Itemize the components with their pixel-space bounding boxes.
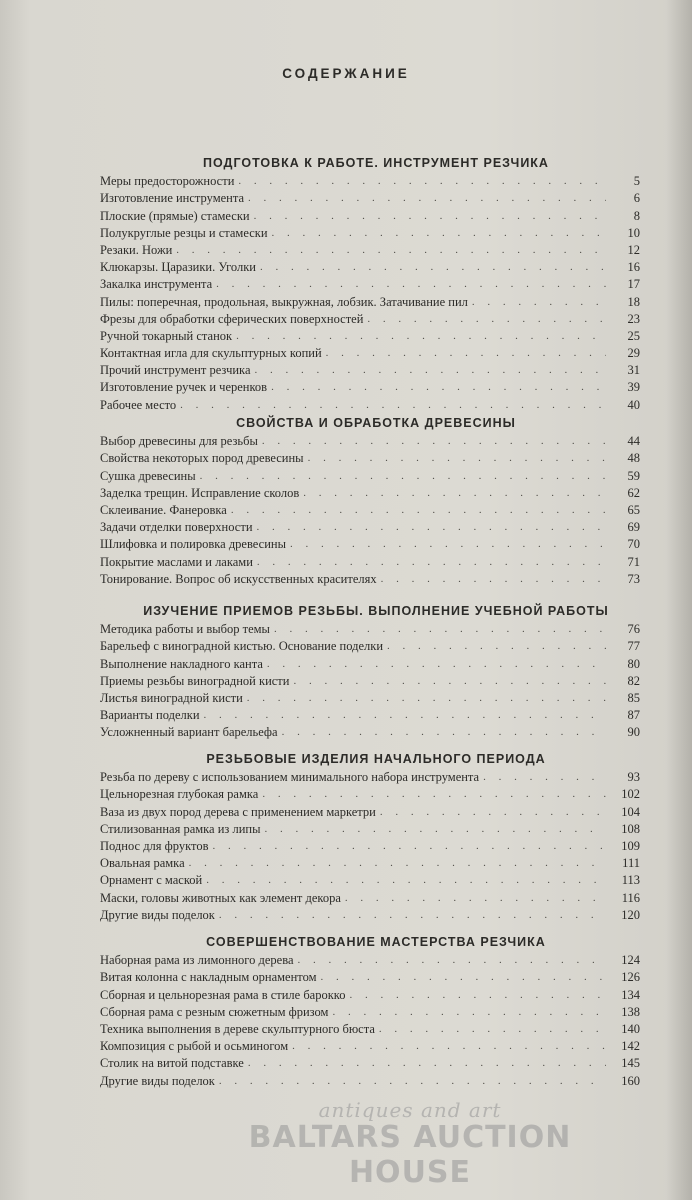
entry-page-number: 16 <box>627 260 640 275</box>
entry-title: Маски, головы животных как элемент декора <box>100 890 341 905</box>
entry-title: Изготовление ручек и черенков <box>100 380 268 395</box>
toc-entry <box>100 951 640 968</box>
dot-leader <box>290 537 606 552</box>
dot-leader <box>379 1022 606 1037</box>
entry-page-number: 12 <box>627 242 640 257</box>
entry-page-number: 87 <box>627 708 640 723</box>
entry-title: Меры предосторожности <box>100 174 235 189</box>
entry-title: Изготовление инструмента <box>100 191 245 206</box>
dot-leader <box>219 1074 606 1089</box>
toc-entry <box>100 968 640 985</box>
dot-leader <box>326 346 606 361</box>
toc-entry <box>100 361 640 378</box>
toc-entry <box>100 1071 640 1088</box>
toc-entry <box>100 906 640 923</box>
entry-page-number: 29 <box>627 346 640 361</box>
entry-title: Варианты поделки <box>100 708 200 723</box>
entry-title: Свойства некоторых пород древесины <box>100 451 304 466</box>
entry-page-number: 39 <box>627 380 640 395</box>
entry-page-number: 76 <box>627 622 640 637</box>
toc-entry <box>100 518 640 535</box>
section-title: СОВЕРШЕНСТВОВАНИЕ МАСТЕРСТВА РЕЗЧИКА <box>206 935 546 949</box>
toc-entry <box>100 310 640 327</box>
toc-entry <box>100 820 640 837</box>
entry-title: Усложненный вариант барельефа <box>100 725 278 740</box>
entry-title: Резьба по дереву с использованием минимального набора инструмента <box>100 770 480 785</box>
dot-leader <box>262 434 606 449</box>
entry-page-number: 31 <box>627 363 640 378</box>
entry-page-number: 71 <box>627 554 640 569</box>
toc-entry <box>100 888 640 905</box>
entry-page-number: 23 <box>627 311 640 326</box>
entry-page-number: 113 <box>621 873 640 888</box>
toc-entry <box>100 172 640 189</box>
dot-leader <box>255 363 607 378</box>
entry-title: Фрезы для обработки сферических поверхностей <box>100 311 364 326</box>
entry-title: Ваза из двух пород дерева с применением маркетри <box>100 804 376 819</box>
dot-leader <box>271 380 606 395</box>
dot-leader <box>282 725 606 740</box>
toc-entry <box>100 837 640 854</box>
entry-title: Столик на витой подставке <box>100 1056 244 1071</box>
dot-leader <box>212 839 606 854</box>
entry-title: Овальная рамка <box>100 856 185 871</box>
dot-leader <box>200 469 606 484</box>
entry-page-number: 116 <box>621 890 640 905</box>
dot-leader <box>204 708 606 723</box>
toc-entry <box>100 501 640 518</box>
entry-page-number: 85 <box>627 690 640 705</box>
section-entries <box>100 951 640 1089</box>
section-entries <box>100 768 640 923</box>
watermark-brand: BALTARS AUCTION HOUSE <box>248 1120 572 1190</box>
toc-entry <box>100 689 640 706</box>
dot-leader <box>472 295 606 310</box>
toc-entry <box>100 275 640 292</box>
dot-leader <box>231 503 606 518</box>
entry-title: Сушка древесины <box>100 468 196 483</box>
toc-entry <box>100 432 640 449</box>
dot-leader <box>206 873 606 888</box>
entry-page-number: 8 <box>633 208 640 223</box>
dot-leader <box>262 787 606 802</box>
toc-entry <box>100 258 640 275</box>
toc-entry <box>100 292 640 309</box>
toc-entry <box>100 395 640 412</box>
entry-page-number: 5 <box>633 174 640 189</box>
entry-page-number: 145 <box>621 1056 640 1071</box>
entry-page-number: 93 <box>627 770 640 785</box>
dot-leader <box>332 1005 606 1020</box>
toc-entry <box>100 654 640 671</box>
dot-leader <box>321 970 607 985</box>
entry-title: Цельнорезная глубокая рамка <box>100 787 259 802</box>
toc-entry <box>100 449 640 466</box>
entry-title: Другие виды поделок <box>100 1073 215 1088</box>
page-edge-shadow <box>666 0 692 1200</box>
entry-page-number: 69 <box>627 520 640 535</box>
dot-leader <box>180 398 606 413</box>
entry-page-number: 80 <box>627 656 640 671</box>
entry-title: Задачи отделки поверхности <box>100 520 253 535</box>
entry-page-number: 142 <box>621 1039 640 1054</box>
entry-title: Клюкарзы. Царазики. Уголки <box>100 260 256 275</box>
entry-page-number: 104 <box>621 804 640 819</box>
entry-page-number: 44 <box>627 434 640 449</box>
section-entries <box>100 432 640 587</box>
entry-title: Приемы резьбы виноградной кисти <box>100 673 290 688</box>
entry-title: Орнамент с маской <box>100 873 203 888</box>
entry-title: Другие виды поделок <box>100 907 215 922</box>
dot-leader <box>236 329 606 344</box>
entry-title: Контактная игла для скульптурных копий <box>100 346 322 361</box>
entry-title: Пилы: поперечная, продольная, выкружная, лобзик. Затачивание пил <box>100 294 468 309</box>
section-title: ПОДГОТОВКА К РАБОТЕ. ИНСТРУМЕНТ РЕЗЧИКА <box>203 156 549 170</box>
entry-page-number: 18 <box>627 294 640 309</box>
toc-entry <box>100 985 640 1002</box>
entry-title: Листья виноградной кисти <box>100 690 243 705</box>
toc-entry <box>100 189 640 206</box>
toc-entry <box>100 241 640 258</box>
dot-leader <box>292 1039 606 1054</box>
toc-title: СОДЕРЖАНИЕ <box>282 66 410 81</box>
dot-leader <box>274 622 606 637</box>
dot-leader <box>272 226 606 241</box>
entry-title: Выполнение накладного канта <box>100 656 263 671</box>
dot-leader <box>483 770 606 785</box>
entry-page-number: 70 <box>627 537 640 552</box>
toc-entry <box>100 570 640 587</box>
toc-entry <box>100 224 640 241</box>
toc-entry <box>100 854 640 871</box>
toc-entry <box>100 723 640 740</box>
entry-title: Ручной токарный станок <box>100 328 233 343</box>
entry-page-number: 140 <box>621 1021 640 1036</box>
entry-title: Стилизованная рамка из липы <box>100 821 261 836</box>
entry-page-number: 25 <box>627 328 640 343</box>
entry-page-number: 62 <box>627 485 640 500</box>
entry-page-number: 82 <box>627 673 640 688</box>
entry-title: Склеивание. Фанеровка <box>100 502 227 517</box>
entry-title: Методика работы и выбор темы <box>100 622 270 637</box>
dot-leader <box>367 312 606 327</box>
entry-title: Тонирование. Вопрос об искусственных красителях <box>100 571 377 586</box>
entry-page-number: 65 <box>627 502 640 517</box>
toc-entry <box>100 552 640 569</box>
toc-entry <box>100 535 640 552</box>
dot-leader <box>381 572 606 587</box>
dot-leader <box>254 209 606 224</box>
entry-title: Резаки. Ножи <box>100 242 173 257</box>
dot-leader <box>219 908 606 923</box>
toc-entry <box>100 484 640 501</box>
section-title: РЕЗЬБОВЫЕ ИЗДЕЛИЯ НАЧАЛЬНОГО ПЕРИОДА <box>206 752 546 766</box>
entry-title: Сборная рама с резным сюжетным фризом <box>100 1004 329 1019</box>
entry-title: Барельеф с виноградной кистью. Основание поделки <box>100 639 384 654</box>
toc-entry <box>100 871 640 888</box>
toc-entry <box>100 706 640 723</box>
toc-entry <box>100 344 640 361</box>
entry-page-number: 6 <box>633 191 640 206</box>
section-entries <box>100 620 640 740</box>
entry-page-number: 40 <box>627 397 640 412</box>
entry-page-number: 17 <box>627 277 640 292</box>
entry-page-number: 102 <box>621 787 640 802</box>
entry-title: Закалка инструмента <box>100 277 213 292</box>
toc-entry <box>100 1020 640 1037</box>
dot-leader <box>176 243 606 258</box>
entry-page-number: 90 <box>627 725 640 740</box>
entry-page-number: 10 <box>627 225 640 240</box>
toc-entry <box>100 637 640 654</box>
entry-title: Заделка трещин. Исправление сколов <box>100 485 300 500</box>
toc-entry <box>100 620 640 637</box>
toc-entry <box>100 768 640 785</box>
entry-page-number: 134 <box>621 987 640 1002</box>
toc-entry <box>100 1054 640 1071</box>
dot-leader <box>387 639 606 654</box>
dot-leader <box>260 260 606 275</box>
entry-title: Покрытие маслами и лаками <box>100 554 253 569</box>
dot-leader <box>265 822 607 837</box>
dot-leader <box>216 277 606 292</box>
entry-page-number: 73 <box>627 571 640 586</box>
entry-title: Выбор древесины для резьбы <box>100 434 258 449</box>
dot-leader <box>293 674 606 689</box>
dot-leader <box>298 953 607 968</box>
toc-entry <box>100 785 640 802</box>
entry-page-number: 59 <box>627 468 640 483</box>
entry-title: Плоские (прямые) стамески <box>100 208 250 223</box>
toc-entry <box>100 378 640 395</box>
entry-page-number: 120 <box>621 907 640 922</box>
entry-page-number: 126 <box>621 970 640 985</box>
toc-entry <box>100 802 640 819</box>
watermark-tagline: antiques and art <box>318 1098 502 1122</box>
entry-title: Шлифовка и полировка древесины <box>100 537 286 552</box>
dot-leader <box>350 988 607 1003</box>
toc-entry <box>100 672 640 689</box>
dot-leader <box>257 555 606 570</box>
entry-title: Прочий инструмент резчика <box>100 363 251 378</box>
dot-leader <box>189 856 606 871</box>
dot-leader <box>238 174 606 189</box>
entry-title: Витая колонна с накладным орнаментом <box>100 970 317 985</box>
section-title: ИЗУЧЕНИЕ ПРИЕМОВ РЕЗЬБЫ. ВЫПОЛНЕНИЕ УЧЕБНОЙ РАБОТЫ <box>143 604 609 618</box>
toc-entry <box>100 466 640 483</box>
entry-title: Наборная рама из лимонного дерева <box>100 953 294 968</box>
section-title: СВОЙСТВА И ОБРАБОТКА ДРЕВЕСИНЫ <box>236 416 516 430</box>
dot-leader <box>248 1056 606 1071</box>
entry-title: Рабочее место <box>100 397 177 412</box>
section-entries <box>100 172 640 413</box>
entry-title: Композиция с рыбой и осьминогом <box>100 1039 289 1054</box>
toc-entry <box>100 206 640 223</box>
entry-page-number: 124 <box>621 953 640 968</box>
watermark <box>210 1098 610 1190</box>
entry-page-number: 48 <box>627 451 640 466</box>
dot-leader <box>308 451 606 466</box>
entry-title: Полукруглые резцы и стамески <box>100 225 268 240</box>
dot-leader <box>303 486 606 501</box>
entry-title: Поднос для фруктов <box>100 838 209 853</box>
dot-leader <box>267 657 606 672</box>
toc-entry <box>100 1003 640 1020</box>
dot-leader <box>248 191 606 206</box>
toc-entry <box>100 1037 640 1054</box>
entry-title: Сборная и цельнорезная рама в стиле барокко <box>100 987 346 1002</box>
entry-page-number: 160 <box>621 1073 640 1088</box>
dot-leader <box>247 691 606 706</box>
entry-page-number: 77 <box>627 639 640 654</box>
toc-entry <box>100 327 640 344</box>
dot-leader <box>257 520 606 535</box>
entry-page-number: 108 <box>621 821 640 836</box>
dot-leader <box>345 891 606 906</box>
entry-page-number: 138 <box>621 1004 640 1019</box>
dot-leader <box>380 805 606 820</box>
entry-page-number: 109 <box>621 838 640 853</box>
entry-title: Техника выполнения в дереве скульптурного бюста <box>100 1021 375 1036</box>
entry-page-number: 111 <box>622 856 640 871</box>
